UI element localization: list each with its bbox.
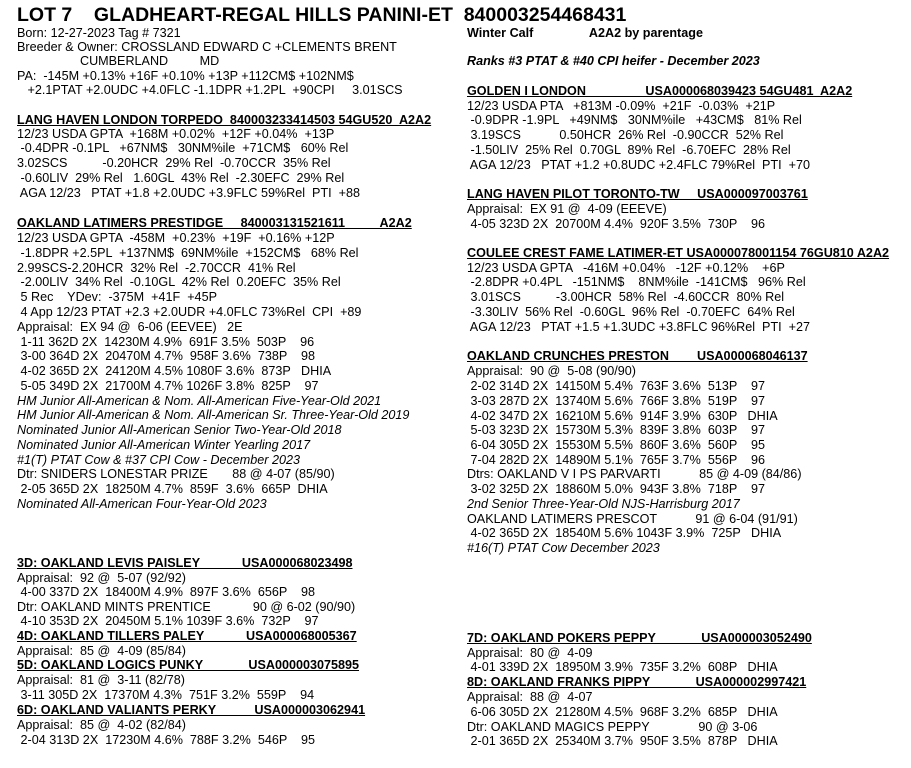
crunches-line: 5-03 323D 2X 15730M 5.3% 839F 3.8% 603P 97 [467,423,766,437]
third-dam-line: Appraisal: 92 @ 5-07 (92/92) [17,571,186,585]
third-dam-name: 3D: OAKLAND LEVIS PAISLEY USA000068023498 [17,556,353,570]
coulee-line: 3.01SCS -3.00HCR 58% Rel -4.60CCR 80% Rel [467,290,785,304]
fifth-dam-line: Appraisal: 81 @ 3-11 (82/78) [17,673,185,687]
lot-title: LOT 7 GLADHEART-REGAL HILLS PANINI-ET 840003254468431 [17,4,627,26]
fourth-dam-name: 4D: OAKLAND TILLERS PALEY USA000068005367 [17,629,357,643]
sire-line: AGA 12/23 PTAT +1.8 +2.0UDC +3.9FLC 59%Rel PTI +88 [17,186,361,200]
dams-sire-line: AGA 12/23 PTAT +1.2 +0.8UDC +2.4FLC 79%Rel PTI +70 [467,158,811,172]
pilot-name: LANG HAVEN PILOT TORONTO-TW USA000097003761 [467,187,808,201]
coulee-line: -2.8DPR +0.4PL -151NM$ 8NM%ile -141CM$ 96% Rel [467,275,806,289]
dam-name: OAKLAND LATIMERS PRESTIDGE 840003131521611 A2A2 [17,216,412,230]
fifth-dam-name: 5D: OAKLAND LOGICS PUNKY USA000003075895 [17,658,360,672]
seventh-dam-line: 4-01 339D 2X 18950M 3.9% 735F 3.2% 608P DHIA [467,660,778,674]
crunches-line: Appraisal: 90 @ 5-08 (90/90) [467,364,636,378]
eighth-dam-name: 8D: OAKLAND FRANKS PIPPY USA000002997421 [467,675,807,689]
sire-line: 3.02SCS -0.20HCR 29% Rel -0.70CCR 35% Rel [17,156,331,170]
dam-line: -1.8DPR +2.5PL +137NM$ 69NM%ile +152CM$ 68% Rel [17,246,359,260]
sire-line: -0.4DPR -0.1PL +67NM$ 30NM%ile +71CM$ 60% Rel [17,141,349,155]
sire-line: 12/23 USDA GPTA +168M +0.02% +12F +0.04% +13P [17,127,335,141]
dam-honor: #1(T) PTAT Cow & #37 CPI Cow - December 2023 [17,453,300,467]
dam-line: 4 App 12/23 PTAT +2.3 +2.0UDR +4.0FLC 73%Rel CPI +89 [17,305,362,319]
sixth-dam-name: 6D: OAKLAND VALIANTS PERKY USA000003062941 [17,703,366,717]
dam-line: 5-05 349D 2X 21700M 4.7% 1026F 3.8% 825P 97 [17,379,319,393]
crunches-name: OAKLAND CRUNCHES PRESTON USA000068046137 [467,349,808,363]
crunches-line: 4-02 347D 2X 16210M 5.6% 914F 3.9% 630P DHIA [467,409,778,423]
dams-sire-line: -1.50LIV 25% Rel 0.70GL 89% Rel -6.70EFC 28% Rel [467,143,791,157]
dam-line: Appraisal: EX 94 @ 6-06 (EEVEE) 2E [17,320,243,334]
eighth-dam-line: 2-01 365D 2X 25340M 3.7% 950F 3.5% 878P DHIA [467,734,778,748]
third-dam-line: 4-10 353D 2X 20450M 5.1% 1039F 3.6% 732P 97 [17,614,319,628]
dam-honor: Nominated Junior All-American Senior Two-Year-Old 2018 [17,423,342,437]
crunches-line: OAKLAND LATIMERS PRESCOT 91 @ 6-04 (91/91) [467,512,798,526]
coulee-line: AGA 12/23 PTAT +1.5 +1.3UDC +3.8FLC 96%Rel PTI +27 [467,320,811,334]
dam-daughter: Dtr: SNIDERS LONESTAR PRIZE 88 @ 4-07 (85/90) [17,467,335,481]
sixth-dam-line: Appraisal: 85 @ 4-02 (82/84) [17,718,186,732]
fifth-dam-line: 3-11 305D 2X 17370M 4.3% 751F 3.2% 559P 94 [17,688,315,702]
seventh-dam-name: 7D: OAKLAND POKERS PEPPY USA000003052490 [467,631,812,645]
dam-line: 2.99SCS-2.20HCR 32% Rel -2.70CCR 41% Rel [17,261,296,275]
third-dam-line: 4-00 337D 2X 18400M 4.9% 897F 3.6% 656P 98 [17,585,316,599]
breeder-location: CUMBERLAND MD [17,54,220,68]
fourth-dam-line: Appraisal: 85 @ 4-09 (85/84) [17,644,186,658]
sire-name: LANG HAVEN LONDON TORPEDO 840003233414503 54GU520 A2A2 [17,113,432,127]
dams-sire-name: GOLDEN I LONDON USA000068039423 54GU481 A2A2 [467,84,853,98]
coulee-line: 12/23 USDA GPTA -416M +0.04% -12F +0.12% +6P [467,261,785,275]
dam-daughter-record: 2-05 365D 2X 18250M 4.7% 859F 3.6% 665P DHIA [17,482,328,496]
dams-sire-line: -0.9DPR -1.9PL +49NM$ 30NM%ile +43CM$ 81% Rel [467,113,802,127]
dam-line: -2.00LIV 34% Rel -0.10GL 42% Rel 0.20EFC 35% Rel [17,275,341,289]
crunches-line: 2-02 314D 2X 14150M 5.4% 763F 3.6% 513P 97 [467,379,766,393]
dam-honor: HM Junior All-American & Nom. All-American Five-Year-Old 2021 [17,394,382,408]
coulee-name: COULEE CREST FAME LATIMER-ET USA000078001154 76GU810 A2A2 [467,246,890,260]
dam-line: 4-02 365D 2X 24120M 4.5% 1080F 3.6% 873P DHIA [17,364,332,378]
calf-class: Winter Calf A2A2 by parentage [467,26,703,40]
sire-line: -0.60LIV 29% Rel 1.60GL 43% Rel -2.30EFC 29% Rel [17,171,345,185]
third-dam-line: Dtr: OAKLAND MINTS PRENTICE 90 @ 6-02 (90/90) [17,600,356,614]
crunches-honor: 2nd Senior Three-Year-Old NJS-Harrisburg 2017 [467,497,740,511]
crunches-line: 3-03 287D 2X 13740M 5.6% 766F 3.8% 519P 97 [467,394,766,408]
crunches-line: 7-04 282D 2X 14890M 5.1% 765F 3.7% 556P 96 [467,453,766,467]
eighth-dam-line: 6-06 305D 2X 21280M 4.5% 968F 3.2% 685P DHIA [467,705,778,719]
eighth-dam-line: Dtr: OAKLAND MAGICS PEPPY 90 @ 3-06 [467,720,758,734]
crunches-line: Dtrs: OAKLAND V I PS PARVARTI 85 @ 4-09 (84/86) [467,467,802,481]
crunches-line: 4-02 365D 2X 18540M 5.6% 1043F 3.9% 725P DHIA [467,526,782,540]
breeder-owner: Breeder & Owner: CROSSLAND EDWARD C +CLEMENTS BRENT [17,40,397,54]
dam-honor: HM Junior All-American & Nom. All-American Sr. Three-Year-Old 2019 [17,408,410,422]
dams-sire-line: 3.19SCS 0.50HCR 26% Rel -0.90CCR 52% Rel [467,128,784,142]
rank-note: Ranks #3 PTAT & #40 CPI heifer - December 2023 [467,54,760,68]
coulee-line: -3.30LIV 56% Rel -0.60GL 96% Rel -0.70EFC 64% Rel [467,305,795,319]
dam-line: 12/23 USDA GPTA -458M +0.23% +19F +0.16% +12P [17,231,335,245]
pilot-line: Appraisal: EX 91 @ 4-09 (EEEVE) [467,202,667,216]
dam-honor: Nominated Junior All-American Winter Yearling 2017 [17,438,311,452]
birth-info: Born: 12-27-2023 Tag # 7321 [17,26,181,40]
crunches-line: 6-04 305D 2X 15530M 5.5% 860F 3.6% 560P 95 [467,438,766,452]
pa-line-1: PA: -145M +0.13% +16F +0.10% +13P +112CM$ +102NM$ [17,69,354,83]
dam-daughter-honor: Nominated All-American Four-Year-Old 2023 [17,497,267,511]
dam-line: 1-11 362D 2X 14230M 4.9% 691F 3.5% 503P 96 [17,335,315,349]
dams-sire-line: 12/23 USDA PTA +813M -0.09% +21F -0.03% +21P [467,99,776,113]
dam-line: 5 Rec YDev: -375M +41F +45P [17,290,217,304]
crunches-line: 3-02 325D 2X 18860M 5.0% 943F 3.8% 718P 97 [467,482,766,496]
eighth-dam-line: Appraisal: 88 @ 4-07 [467,690,593,704]
dam-line: 3-00 364D 2X 20470M 4.7% 958F 3.6% 738P 98 [17,349,316,363]
seventh-dam-line: Appraisal: 80 @ 4-09 [467,646,593,660]
crunches-honor: #16(T) PTAT Cow December 2023 [467,541,660,555]
sixth-dam-line: 2-04 313D 2X 17230M 4.6% 788F 3.2% 546P 95 [17,733,316,747]
pa-line-2: +2.1PTAT +2.0UDC +4.0FLC -1.1DPR +1.2PL +90CPI 3.01SCS [17,83,403,97]
pilot-line: 4-05 323D 2X 20700M 4.4% 920F 3.5% 730P 96 [467,217,766,231]
